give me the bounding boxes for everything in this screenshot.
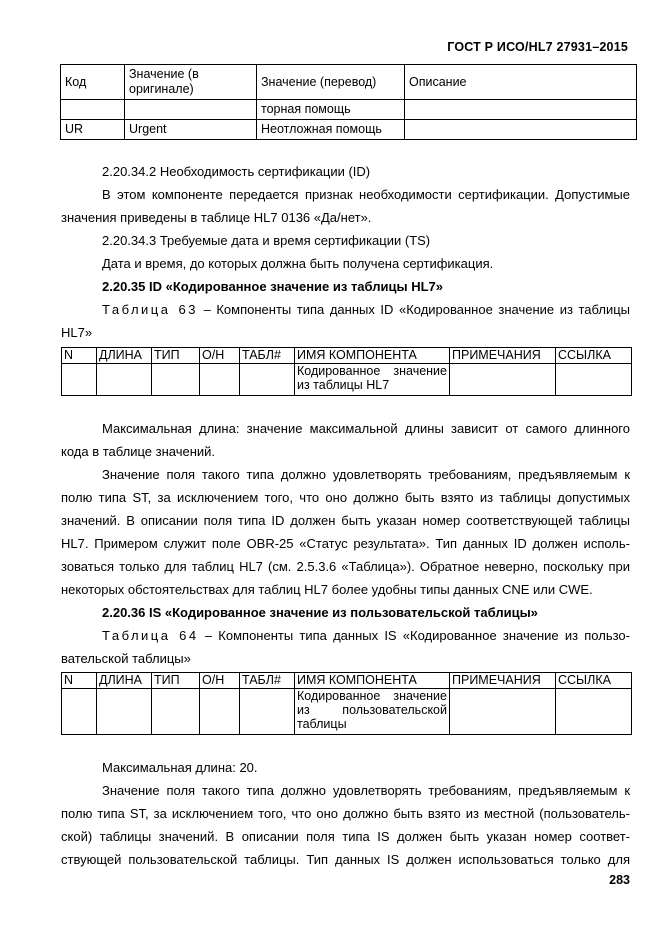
header-cell: N (62, 348, 97, 364)
table-caption (61, 302, 630, 318)
paragraph-line: ской) таблицы значений. В описании поля типа IS должен быть указан номер соответ- (61, 829, 630, 844)
header-cell: ПРИМЕЧАНИЯ (450, 673, 556, 689)
header-cell: Код (61, 65, 125, 100)
header-cell: ИМЯ КОМПОНЕНТА (295, 673, 450, 689)
header-cell: ССЫЛКА (556, 348, 632, 364)
paragraph-line: Значение поля такого типа должно удовлетворять требованиям, предъявляемым к (102, 467, 630, 482)
paragraph-line: Максимальная длина: значение максимальной длины зависит от самого длинного (102, 421, 630, 436)
header-cell: Значение (в оригинале) (125, 65, 257, 100)
table-cell (200, 689, 240, 735)
table-cell (450, 364, 556, 396)
header-cell: ДЛИНА (97, 673, 152, 689)
table-cell (556, 689, 632, 735)
table-cell: UR (61, 120, 125, 140)
standard-header: ГОСТ Р ИСО/HL7 27931–2015 (447, 40, 628, 54)
table-cell: Неотложная помощь (257, 120, 405, 140)
header-cell: ТАБЛ# (240, 348, 295, 364)
table-cell (62, 364, 97, 396)
header-cell: ПРИМЕЧАНИЯ (450, 348, 556, 364)
paragraph-line: В этом компоненте передается признак необходимости сертификации. Допустимые (102, 187, 630, 202)
page-number: 283 (609, 873, 630, 887)
table-cell (61, 100, 125, 120)
table-cell (125, 100, 257, 120)
header-cell: ТАБЛ# (240, 673, 295, 689)
table-cell (97, 689, 152, 735)
table-cell: Urgent (125, 120, 257, 140)
table-caption-text: – Компоненты типа данных IS «Кодированное значение из пользо- (204, 628, 630, 643)
table-cell (240, 364, 295, 396)
paragraph-line: некоторых обстоятельствах для таблиц HL7 более удобны типы данных CNE или CWE. (61, 582, 593, 597)
table-header-row (61, 65, 637, 100)
header-cell: Описание (405, 65, 637, 100)
table-cell: торная помощь (257, 100, 405, 120)
table-cell (405, 100, 637, 120)
table-caption (61, 628, 630, 644)
table-cell (152, 364, 200, 396)
table-cell (200, 364, 240, 396)
header-cell: О/Н (200, 348, 240, 364)
table-row (61, 120, 637, 140)
paragraph-line: значений. В описании поля типа ID должен быть указан номер соответствующей таблицы (61, 513, 630, 528)
subsection-heading: 2.20.34.2 Необходимость сертификации (ID) (102, 164, 371, 179)
section-heading: 2.20.35 ID «Кодированное значение из таблицы HL7» (102, 279, 443, 294)
table-caption-continuation: вательской таблицы» (61, 651, 191, 666)
table-cell (450, 689, 556, 735)
table-cell: Кодированное значение из пользовательской таблицы (295, 689, 450, 735)
header-cell: ДЛИНА (97, 348, 152, 364)
header-cell: ССЫЛКА (556, 673, 632, 689)
table-row (62, 689, 632, 735)
header-cell: О/Н (200, 673, 240, 689)
table-cell (152, 689, 200, 735)
table-header-row (62, 348, 632, 364)
is-components-table (61, 672, 632, 735)
table-header-row (62, 673, 632, 689)
paragraph-line: HL7. Примером служит поле OBR-25 «Статус результата». Тип данных ID должен исполь- (61, 536, 630, 551)
table-cell (405, 120, 637, 140)
header-cell: ИМЯ КОМПОНЕНТА (295, 348, 450, 364)
paragraph-line: кода в таблице значений. (61, 444, 216, 459)
codes-table (60, 64, 637, 140)
table-cell (240, 689, 295, 735)
table-cell: Кодированное значение из таблицы HL7 (295, 364, 450, 396)
section-heading: 2.20.36 IS «Кодированное значение из пользовательской таблицы» (102, 605, 538, 620)
table-row (62, 364, 632, 396)
table-row (61, 100, 637, 120)
paragraph-line: Дата и время, до которых должна быть получена сертификация. (102, 256, 494, 271)
table-caption-continuation: HL7» (61, 325, 93, 340)
paragraph-line: ствующей пользовательской таблицы. Тип данных IS должен использоваться только для (61, 852, 630, 867)
table-cell (97, 364, 152, 396)
header-cell: ТИП (152, 348, 200, 364)
header-cell: N (62, 673, 97, 689)
paragraph-line: полю типа ST, за исключением того, что оно должно быть взято из таблицы допустимых (61, 490, 630, 505)
header-cell: Значение (перевод) (257, 65, 405, 100)
paragraph-line: значения приведены в таблице HL7 0136 «Да/нет». (61, 210, 372, 225)
paragraph-line: Максимальная длина: 20. (102, 760, 258, 775)
paragraph-line: полю типа ST, за исключением того, что оно должно быть взято из местной (пользователь- (61, 806, 630, 821)
header-cell: ТИП (152, 673, 200, 689)
id-components-table (61, 347, 632, 396)
table-cell (556, 364, 632, 396)
subsection-heading: 2.20.34.3 Требуемые дата и время сертификации (TS) (102, 233, 431, 248)
table-cell (62, 689, 97, 735)
paragraph-line: зоваться только для таблиц HL7 (см. 2.5.3.6 «Таблица»). Обратное неверно, поскольку при (61, 559, 630, 574)
table-caption-label: Таблица 64 (102, 628, 199, 643)
table-caption-text: – Компоненты типа данных ID «Кодированное значение из таблицы (203, 302, 631, 317)
table-caption-label: Таблица 63 (102, 302, 198, 317)
paragraph-line: Значение поля такого типа должно удовлетворять требованиям, предъявляемым к (102, 783, 630, 798)
